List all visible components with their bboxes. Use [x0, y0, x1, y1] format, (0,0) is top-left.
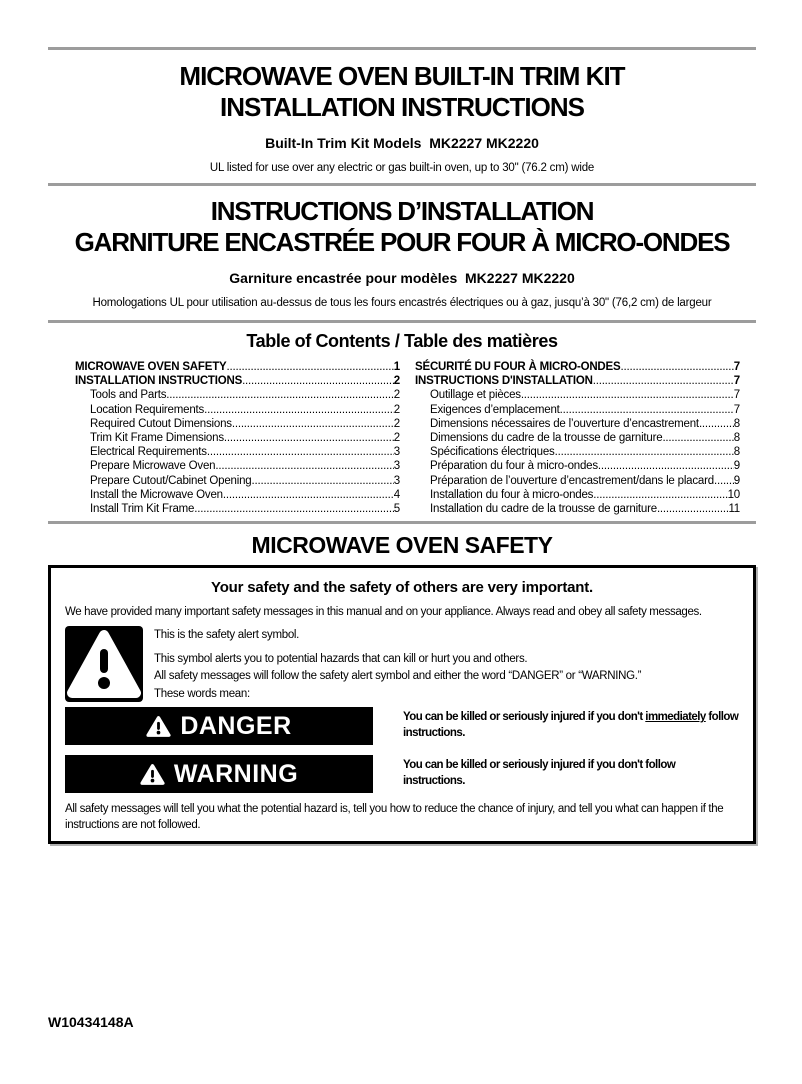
- top-divider: [48, 47, 756, 50]
- toc-heading: Table of Contents / Table des matières: [246, 331, 558, 351]
- toc-dot-leader: [207, 445, 394, 459]
- toc-entry: [415, 459, 740, 473]
- safety-alert-line: This symbol alerts you to potential hazards that can kill or hurt you and others.: [154, 652, 528, 665]
- toc-entry-page: 7: [733, 361, 740, 373]
- toc-entry-label: Dimensions nécessaires de l’ouverture d’encastrement: [430, 417, 699, 430]
- toc-entry-page: 2: [393, 432, 400, 445]
- toc-entry: [415, 431, 740, 445]
- warning-row: [65, 755, 739, 793]
- section-divider: [48, 521, 756, 524]
- toc-entry-page: 8: [733, 432, 740, 445]
- document-part-number: W10434148A: [48, 1014, 134, 1030]
- english-title-line2: INSTALLATION INSTRUCTIONS: [219, 92, 584, 122]
- toc-dot-leader: [232, 417, 394, 431]
- toc-entry-label: Prepare Cutout/Cabinet Opening: [90, 474, 252, 487]
- toc-entry-page: 3: [393, 474, 400, 487]
- toc-entry: [75, 374, 400, 388]
- toc-entry-label: Installation du cadre de la trousse de garniture: [430, 503, 657, 516]
- warning-description: You can be killed or seriously injured if you don't follow instructions.: [403, 759, 676, 787]
- toc-dot-leader: [204, 403, 394, 417]
- toc-entry: [75, 459, 400, 473]
- toc-entry-page: 7: [733, 403, 740, 416]
- toc-entry-label: INSTRUCTIONS D'INSTALLATION: [415, 375, 593, 388]
- safety-alert-line: These words mean:: [154, 687, 250, 700]
- toc-dot-leader: [662, 431, 733, 445]
- safety-section-heading: MICROWAVE OVEN SAFETY: [251, 532, 553, 559]
- toc-entry-page: 3: [393, 446, 400, 459]
- safety-box: [48, 565, 756, 844]
- toc-column-french: [415, 360, 740, 516]
- toc-dot-leader: [223, 488, 394, 502]
- toc-entry-page: 7: [733, 375, 740, 388]
- danger-description-underlined: immediately: [645, 711, 706, 724]
- toc-entry-page: 2: [393, 417, 400, 430]
- safety-outro-text: All safety messages will tell you what the potential hazard is, tell you how to reduce the chance of injury, and tell you what can happen if the instructions are not followed.: [65, 803, 724, 832]
- toc-entry-label: Spécifications électriques: [430, 446, 555, 459]
- toc-entry-label: MICROWAVE OVEN SAFETY: [75, 361, 227, 373]
- toc-entry-label: Tools and Parts: [90, 389, 167, 402]
- toc-entry-label: Install the Microwave Oven: [90, 488, 223, 501]
- french-ul-note: Homologations UL pour utilisation au-dessus de tous les fours encastrés électriques ou à gaz, jusqu’à 30" (76,2 cm) de largeur: [92, 297, 712, 309]
- toc-entry-page: 2: [393, 403, 400, 416]
- toc-entry-page: 8: [733, 446, 740, 459]
- toc-dot-leader: [620, 360, 733, 374]
- toc-entry: [415, 360, 740, 374]
- toc-dot-leader: [215, 459, 393, 473]
- safety-alert-row: [65, 626, 739, 703]
- toc-entry: [75, 474, 400, 488]
- toc-column-english: [75, 360, 400, 516]
- toc-entry-label: Exigences d’emplacement: [430, 403, 560, 416]
- english-models-line: Built-In Trim Kit Models MK2227 MK2220: [265, 135, 539, 151]
- toc-entry: [415, 374, 740, 388]
- toc-dot-leader: [593, 374, 734, 388]
- toc-entry-label: Installation du four à micro-ondes: [430, 488, 594, 501]
- danger-description-pre: You can be killed or seriously injured if you don't: [403, 711, 646, 724]
- toc-entry: [415, 445, 740, 459]
- toc-entry-page: 7: [733, 389, 740, 402]
- french-title-line1: INSTRUCTIONS D’INSTALLATION: [210, 196, 594, 226]
- warning-triangle-icon: [146, 715, 171, 738]
- toc-entry: [75, 431, 400, 445]
- toc-entry: [415, 474, 740, 488]
- toc-dot-leader: [242, 374, 394, 388]
- warning-banner: [65, 755, 373, 793]
- toc-entry-page: 9: [733, 474, 740, 487]
- toc-entry-label: SÉCURITÉ DU FOUR À MICRO-ONDES: [415, 361, 621, 373]
- toc-entry-label: Required Cutout Dimensions: [90, 417, 232, 430]
- toc-entry-page: 5: [393, 503, 400, 516]
- danger-description-post: follow instructions.: [403, 711, 739, 739]
- toc-entry-label: INSTALLATION INSTRUCTIONS: [75, 375, 243, 388]
- french-title-block: [48, 196, 756, 310]
- toc-dot-leader: [521, 388, 734, 402]
- toc-dot-leader: [560, 403, 734, 417]
- safety-box-heading: Your safety and the safety of others are very important.: [211, 579, 593, 597]
- toc-entry: [415, 417, 740, 431]
- toc-entry: [75, 445, 400, 459]
- toc-entry: [75, 417, 400, 431]
- toc-dot-leader: [714, 474, 734, 488]
- toc-entry-page: 3: [393, 460, 400, 473]
- toc-dot-leader: [224, 431, 394, 445]
- safety-alert-line: All safety messages will follow the safety alert symbol and either the word “DANGER” or “WARNING.”: [154, 670, 642, 683]
- toc-entry: [415, 488, 740, 502]
- toc-dot-leader: [227, 360, 394, 374]
- toc-dot-leader: [598, 459, 734, 473]
- french-models-line: Garniture encastrée pour modèles MK2227 MK2220: [229, 270, 575, 286]
- toc-entry: [415, 388, 740, 402]
- toc-entry-page: 8: [733, 417, 740, 430]
- toc-entry: [415, 502, 740, 516]
- safety-alert-icon: [65, 626, 143, 702]
- toc-entry-page: 1: [393, 361, 400, 373]
- warning-triangle-icon: [140, 763, 165, 786]
- toc-entry-label: Préparation de l’ouverture d’encastrement/dans le placard: [430, 474, 714, 487]
- page: [0, 47, 802, 844]
- safety-intro-text: We have provided many important safety messages in this manual and on your appliance. Always read and obey all safety messages.: [65, 606, 702, 619]
- toc-dot-leader: [555, 445, 734, 459]
- toc-entry-page: 4: [393, 488, 400, 501]
- toc-dot-leader: [252, 474, 394, 488]
- toc-entry-label: Dimensions du cadre de la trousse de garniture: [430, 432, 663, 445]
- toc-dot-leader: [699, 417, 734, 431]
- warning-banner-label: WARNING: [173, 759, 299, 788]
- toc-entry-label: Install Trim Kit Frame: [90, 503, 195, 516]
- toc-entry-page: 2: [393, 389, 400, 402]
- toc-dot-leader: [194, 502, 394, 516]
- danger-banner-label: DANGER: [180, 711, 292, 740]
- toc-entry-page: 11: [728, 503, 740, 516]
- french-title: [48, 196, 756, 258]
- toc-entry: [75, 502, 400, 516]
- toc-entry-page: 9: [733, 460, 740, 473]
- english-ul-note: UL listed for use over any electric or gas built-in oven, up to 30" (76.2 cm) wide: [209, 162, 595, 174]
- safety-alert-text: [154, 626, 641, 703]
- toc-entry: [75, 403, 400, 417]
- toc-entry-page: 10: [727, 488, 740, 501]
- toc-dot-leader: [593, 488, 727, 502]
- toc-dot-leader: [166, 388, 394, 402]
- french-title-line2: GARNITURE ENCASTRÉE POUR FOUR À MICRO-ONDES: [74, 227, 730, 257]
- toc-entry: [75, 388, 400, 402]
- toc-entry-label: Prepare Microwave Oven: [90, 460, 216, 473]
- toc-entry: [75, 360, 400, 374]
- english-title-block: [48, 61, 756, 175]
- danger-row: [65, 707, 739, 745]
- toc-entry: [75, 488, 400, 502]
- section-divider: [48, 320, 756, 323]
- toc-dot-leader: [657, 502, 729, 516]
- toc-entry: [415, 403, 740, 417]
- toc-entry-label: Electrical Requirements: [90, 446, 207, 459]
- toc-entry-label: Outillage et pièces: [430, 389, 521, 402]
- table-of-contents: [48, 360, 756, 516]
- danger-description: [403, 707, 739, 741]
- toc-entry-label: Préparation du four à micro-ondes: [430, 460, 598, 473]
- toc-entry-page: 2: [393, 375, 400, 388]
- toc-entry-label: Location Requirements: [90, 403, 205, 416]
- safety-alert-line: This is the safety alert symbol.: [154, 629, 300, 642]
- english-title-line1: MICROWAVE OVEN BUILT-IN TRIM KIT: [179, 61, 625, 91]
- section-divider: [48, 183, 756, 186]
- english-title: [48, 61, 756, 123]
- toc-entry-label: Trim Kit Frame Dimensions: [90, 432, 224, 445]
- danger-banner: [65, 707, 373, 745]
